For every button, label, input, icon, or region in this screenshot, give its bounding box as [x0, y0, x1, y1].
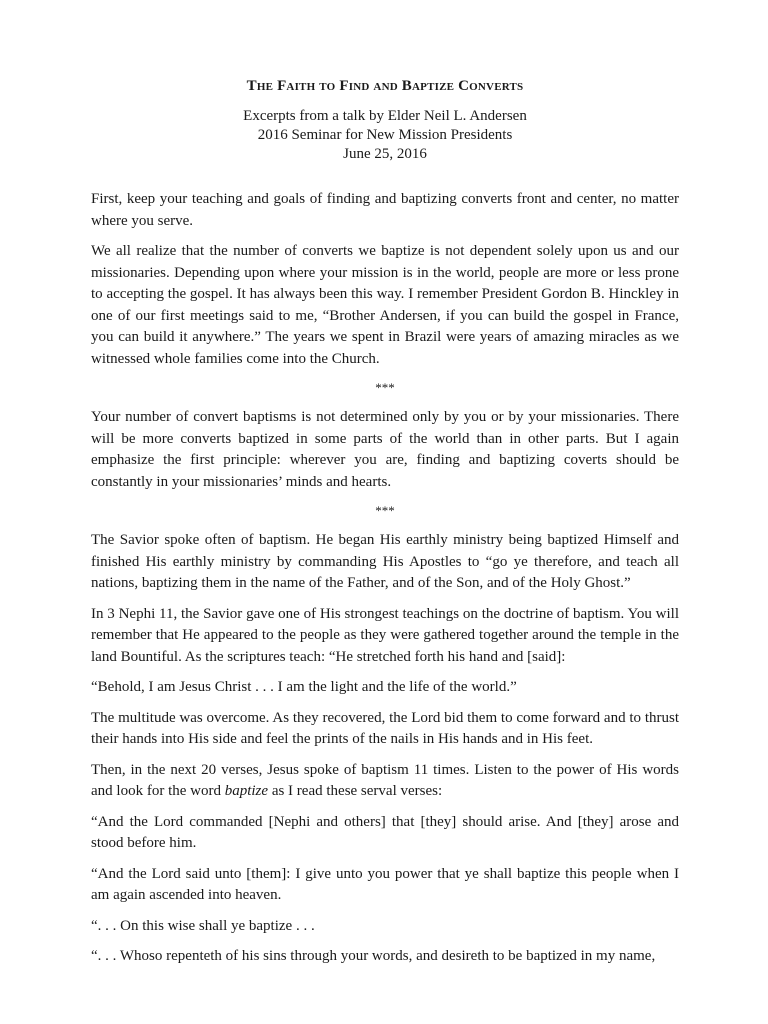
- section-separator: ***: [375, 503, 395, 518]
- section-separator: ***: [375, 380, 395, 395]
- paragraph: The Savior spoke often of baptism. He began His earthly ministry being baptized Himself and finished His earthly ministry by commanding His Apostles to “go ye therefore, and teach all nations, baptizing them in the name of the Father, and of the Son, and of the Holy Ghost.”: [91, 532, 679, 591]
- quote-paragraph: “. . . Whoso repenteth of his sins through your words, and desireth to be baptized in my name,: [91, 948, 656, 964]
- paragraph: Your number of convert baptisms is not determined only by you or by your missionaries. There will be more converts baptized in some parts of the world than in other parts. But I again emphasize the first principle: wherever you are, finding and baptizing coverts should be constantly in your missionaries’ minds and hearts.: [91, 409, 679, 490]
- paragraph: [91, 760, 679, 803]
- paragraph: First, keep your teaching and goals of finding and baptizing converts front and center, no matter where you serve.: [91, 191, 679, 229]
- document-subtitle: [91, 107, 679, 164]
- quote-paragraph: “Behold, I am Jesus Christ . . . I am the light and the life of the world.”: [91, 679, 517, 695]
- subtitle-line-talk: Excerpts from a talk by Elder Neil L. Andersen: [243, 108, 527, 124]
- emphasized-word: baptize: [224, 783, 269, 799]
- paragraph-text: Then, in the next 20 verses, Jesus spoke of baptism 11 times. Listen to the power of His words and look for the word: [91, 761, 679, 799]
- document-page: [91, 76, 679, 977]
- quote-paragraph: “. . . On this wise shall ye baptize . . .: [91, 917, 315, 934]
- paragraph: The multitude was overcome. As they recovered, the Lord bid them to come forward and to thrust their hands into His side and feel the prints of the nails in His hands and in His feet.: [91, 709, 679, 747]
- document-title: The Faith to Find and Baptize Converts: [246, 78, 524, 94]
- paragraph: In 3 Nephi 11, the Savior gave one of His strongest teachings on the doctrine of baptism. You will remember that He appeared to the people as they were gathered together around the temple in the land Bountiful. As the scriptures teach: “He stretched forth his hand and [said]:: [91, 605, 679, 665]
- subtitle-line-date: June 25, 2016: [343, 146, 427, 162]
- quote-paragraph: “And the Lord said unto [them]: I give unto you power that ye shall baptize this people when I am again ascended into heaven.: [91, 865, 679, 903]
- paragraph-text: as I read these serval verses:: [268, 783, 443, 799]
- paragraph: We all realize that the number of converts we baptize is not dependent solely upon us and our missionaries. Depending upon where your mission is in the world, people are more or less prone to accepting the gospel. It has always been this way. I remember President Gordon B. Hinckley in one of our first meetings said to me, “Brother Andersen, if you can build the gospel in France, you can build it anywhere.” The years we spent in Brazil were years of amazing miracles as we witnessed whole families come into the Church.: [91, 243, 679, 367]
- quote-paragraph: “And the Lord commanded [Nephi and others] that [they] should arise. And [they] arose and stood before him.: [91, 813, 679, 851]
- subtitle-line-seminar: 2016 Seminar for New Mission Presidents: [257, 127, 513, 143]
